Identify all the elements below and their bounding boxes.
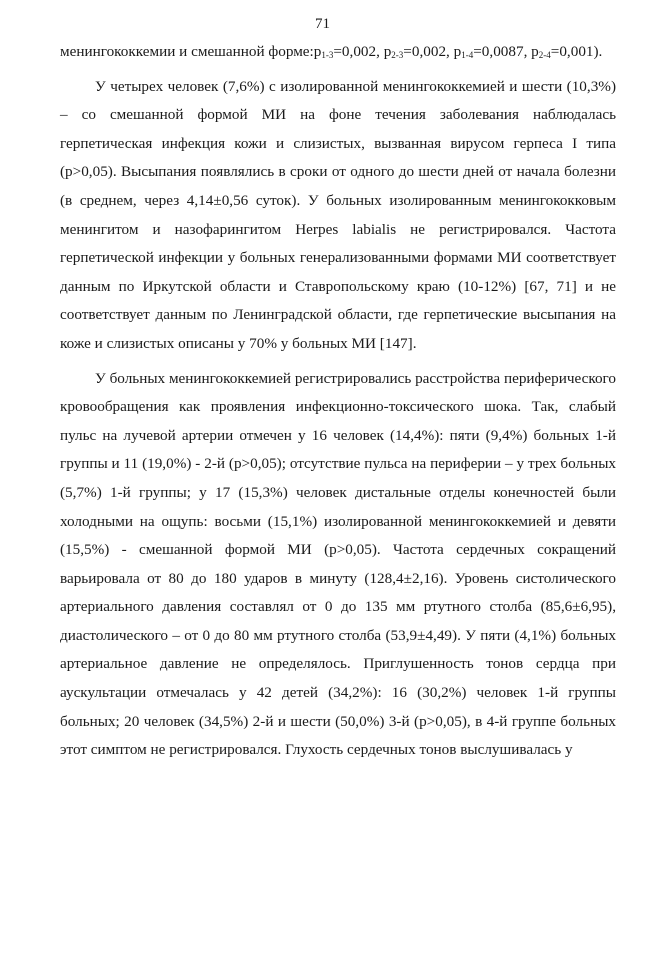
text-run: менингококкемии и смешанной форме:p: [60, 43, 322, 60]
subscript: 2-4: [538, 50, 551, 60]
page-number: 71: [315, 16, 330, 32]
paragraph-3: [60, 365, 616, 765]
text-run: У больных менингококкемией регистрировались расстройства периферического кровообращения как проявления инфекционно-токсического шока. Так, слабый пульс на лучевой артерии отмечен у 16 человек (14,4%): пяти (9,4%) больных 1-й группы и 11 (19,0%) - 2-й (p>0,05); отсутствие пульса на периферии – у трех больных (5,7%) 1-й группы; у 17 (15,3%) человек дистальные отделы конечностей были холодными на ощупь: восьми (15,1%) изолированной менингококкемией и девяти (15,5%) - смешанной формой МИ (p>0,05). Частота сердечных сокращений варьировала от 80 до 180 ударов в минуту (128,4±2,16). Уровень систолического артериального давления составлял от 0 до 135 мм ртутного столба (85,6±6,95), диастолического – от 0 до 80 мм ртутного столба (53,9±4,49). У пяти (4,1%) больных артериальное давление не определялось. Приглушенность тонов сердца при аускультации отмечалась у 42 детей (34,2%): 16 (30,2%) человек 1-й группы больных; 20 человек (34,5%) 2-й и шести (50,0%) 3-й (p>0,05), в 4-й группе больных этот симптом не регистрировался. Глухость сердечных тонов выслушивалась у: [60, 369, 616, 759]
subscript: 1-3: [321, 50, 334, 60]
paragraph-1: [60, 38, 616, 67]
subscript: 2-3: [391, 50, 404, 60]
text-run: =0,0087, p: [473, 43, 539, 60]
text-run: =0,001).: [550, 43, 603, 60]
paragraph-2: [60, 73, 616, 359]
subscript: 1-4: [461, 50, 474, 60]
text-run: =0,002, p: [333, 43, 392, 60]
body-text: [60, 38, 616, 765]
text-run: У четырех человек (7,6%) с изолированной менингококкемией и шести (10,3%) – со смешанной формой МИ на фоне течения заболевания наблюдалась герпетическая инфекция кожи и слизистых, вызванная вирусом герпеса I типа (p>0,05). Высыпания появлялись в сроки от одного до шести дней от начала болезни (в среднем, через 4,14±0,56 суток). У больных изолированным менингококковым менингитом и назофарингитом Herpes labialis не регистрировался. Частота герпетической инфекции у больных генерализованными формами МИ соответствует данным по Иркутской области и Ставропольскому краю (10-12%) [67, 71] и не соответствует данным по Ленинградской области, где герпетические высыпания на коже и слизистых описаны у 70% у больных МИ [147].: [60, 77, 616, 352]
text-run: =0,002, p: [403, 43, 462, 60]
